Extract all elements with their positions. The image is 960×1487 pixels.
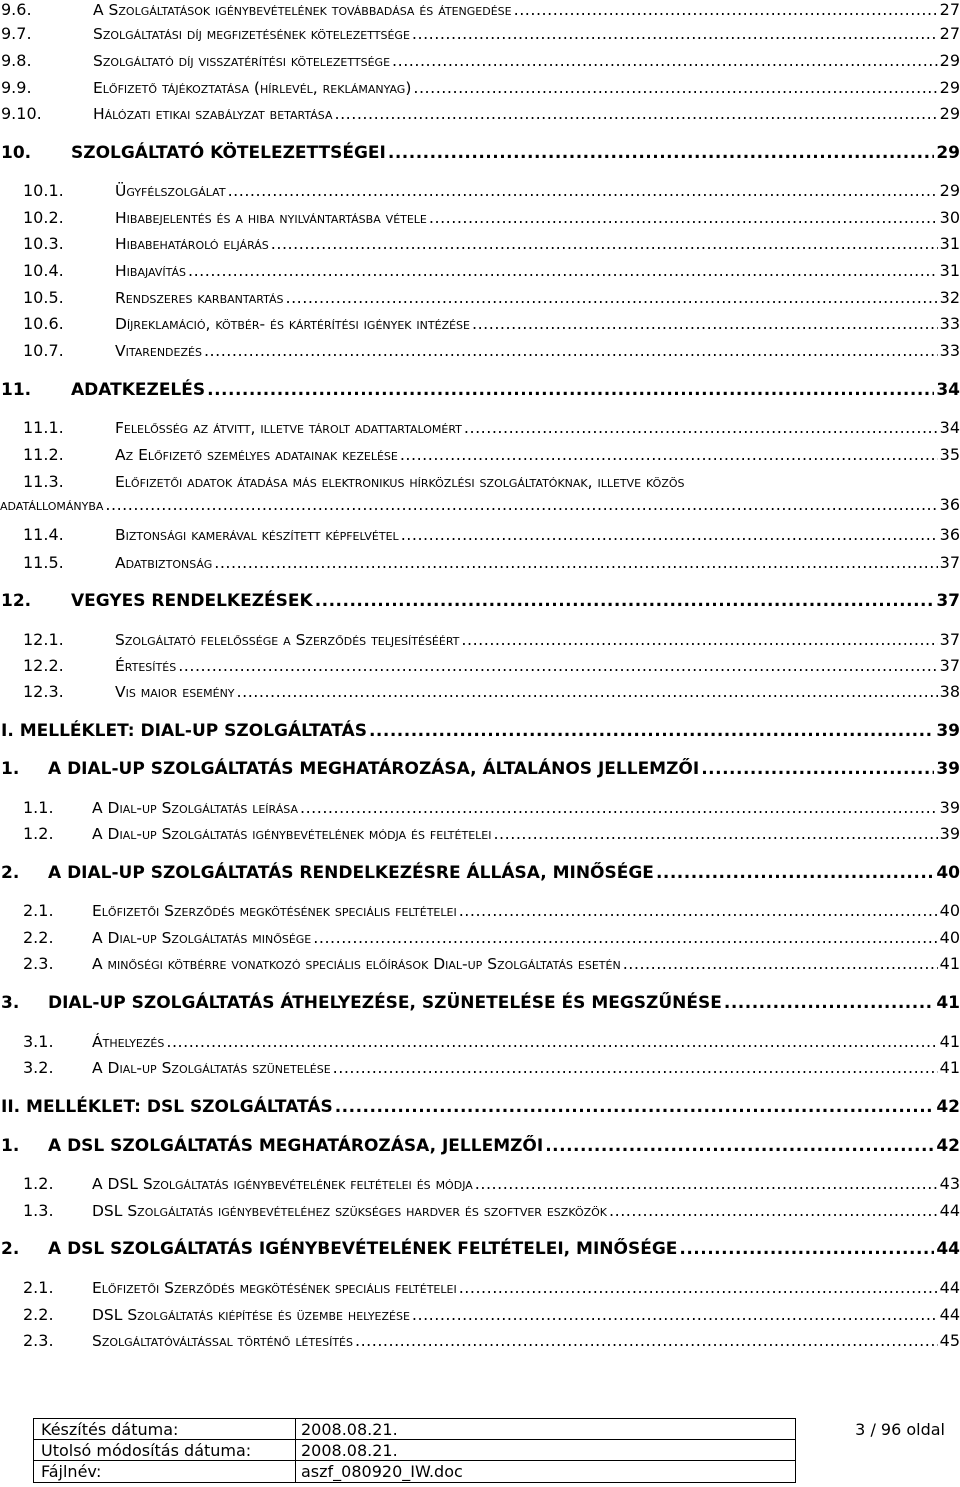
toc-entry-title: Hibabejelentés és a hiba nyilvántartásba vétele <box>115 209 427 227</box>
toc-entry[interactable] <box>0 1097 960 1121</box>
toc-dot-leader <box>335 1097 935 1117</box>
toc-entry-title: SZOLGÁLTATÓ KÖTELEZETTSÉGEI <box>71 143 386 163</box>
toc-entry-page: 42 <box>936 1136 960 1156</box>
toc-entry-number: 9.9. <box>1 78 32 97</box>
toc-entry-title: Értesítés <box>115 657 177 675</box>
toc-entry[interactable] <box>0 928 960 952</box>
toc-entry-page: 37 <box>939 630 960 649</box>
toc-entry-number: 2. <box>1 1239 20 1259</box>
toc-dot-leader <box>355 1331 938 1350</box>
toc-entry-number: 11.1. <box>23 418 64 437</box>
toc-entry-page: 40 <box>939 928 960 947</box>
toc-entry-title: Vis maior esemény <box>115 683 235 701</box>
toc-entry-page: 44 <box>936 1239 960 1259</box>
toc-entry[interactable] <box>0 1331 960 1355</box>
toc-entry[interactable] <box>0 181 960 205</box>
toc-entry-page: 31 <box>939 261 960 280</box>
toc-entry-page: 29 <box>936 143 960 163</box>
toc-entry-title: DIAL-UP SZOLGÁLTATÁS ÁTHELYEZÉSE, SZÜNETELÉSE ÉS MEGSZŰNÉSE <box>48 993 722 1013</box>
toc-entry-title: A minőségi kötbérre vonatkozó speciális előírások Dial-up Szolgáltatás esetén <box>92 955 621 973</box>
toc-entry[interactable] <box>0 51 960 75</box>
toc-entry-number: 12. <box>1 591 32 611</box>
toc-entry-title: A Dial-up Szolgáltatás leírása <box>92 799 298 817</box>
toc-dot-leader <box>188 261 938 280</box>
toc-entry[interactable] <box>0 78 960 102</box>
toc-dot-leader <box>412 1305 938 1324</box>
toc-entry[interactable] <box>0 682 960 706</box>
toc-dot-leader <box>105 495 937 514</box>
toc-entry-number: 11.3. <box>23 472 64 491</box>
toc-entry-title: II. MELLÉKLET: DSL SZOLGÁLTATÁS <box>1 1097 333 1117</box>
toc-entry[interactable] <box>0 1058 960 1082</box>
toc-entry-title: A Dial-up Szolgáltatás szünetelése <box>92 1059 331 1077</box>
toc-entry-title: Szolgáltató díj visszatérítési kötelezettsége <box>93 52 391 70</box>
toc-entry-number: 10.6. <box>23 314 64 333</box>
toc-entry-number: 1.3. <box>23 1201 54 1220</box>
toc-dot-leader <box>214 553 937 572</box>
toc-dot-leader <box>656 863 934 883</box>
toc-entry-title: A Szolgáltatások igénybevételének továbbadása és átengedése <box>93 1 512 19</box>
toc-entry[interactable] <box>0 445 960 469</box>
toc-entry-page: 37 <box>936 591 960 611</box>
toc-entry[interactable] <box>0 472 960 522</box>
toc-entry-title: DSL Szolgáltatás igénybevételéhez szükséges hardver és szoftver eszközök <box>92 1202 608 1220</box>
toc-entry-number: 2.1. <box>23 901 54 920</box>
toc-entry[interactable] <box>0 656 960 680</box>
toc-entry-page: 41 <box>939 1058 960 1077</box>
toc-dot-leader <box>271 234 938 253</box>
toc-entry-number: 9.8. <box>1 51 32 70</box>
filename-label: Fájlnév: <box>41 1462 102 1481</box>
toc-entry-page: 35 <box>939 445 960 464</box>
toc-dot-leader <box>207 380 934 400</box>
toc-entry[interactable] <box>0 993 960 1017</box>
toc-entry-page: 40 <box>936 863 960 883</box>
toc-entry-page: 30 <box>939 208 960 227</box>
toc-entry-title: Hibajavítás <box>115 262 186 280</box>
toc-entry[interactable] <box>0 901 960 925</box>
toc-entry-page: 29 <box>939 51 960 70</box>
toc-entry-page: 41 <box>939 1032 960 1051</box>
toc-entry-page: 29 <box>939 78 960 97</box>
toc-dot-leader <box>228 181 938 200</box>
toc-entry-number: 2.1. <box>23 1278 54 1297</box>
toc-entry[interactable] <box>0 1174 960 1198</box>
toc-entry-number: 2. <box>1 863 20 883</box>
toc-dot-leader <box>388 143 934 163</box>
toc-entry-title: Szolgáltató felelőssége a Szerződés teljesítéséért <box>115 631 460 649</box>
toc-dot-leader <box>679 1239 934 1259</box>
toc-entry-number: 11.2. <box>23 445 64 464</box>
toc-entry-title: I. MELLÉKLET: DIAL-UP SZOLGÁLTATÁS <box>1 721 367 741</box>
toc-entry[interactable] <box>0 1136 960 1160</box>
toc-dot-leader <box>459 1278 938 1297</box>
toc-entry[interactable] <box>0 721 960 745</box>
toc-entry-page: 37 <box>939 656 960 675</box>
toc-entry-number: 3.2. <box>23 1058 54 1077</box>
toc-entry-number: 9.6. <box>1 0 32 19</box>
modified-value: 2008.08.21. <box>301 1441 398 1460</box>
toc-entry[interactable] <box>0 630 960 654</box>
toc-dot-leader <box>166 1032 937 1051</box>
toc-entry-number: 3.1. <box>23 1032 54 1051</box>
toc-entry-title: Szolgáltatóváltással történő létesítés <box>92 1332 353 1350</box>
toc-entry[interactable] <box>0 0 960 24</box>
toc-entry[interactable] <box>0 824 960 848</box>
toc-entry-number: 3. <box>1 993 20 1013</box>
toc-entry-title: ADATKEZELÉS <box>71 380 206 400</box>
toc-entry-page: 39 <box>936 759 960 779</box>
toc-dot-leader <box>401 525 938 544</box>
toc-dot-leader <box>237 682 938 701</box>
toc-entry-title: A DSL Szolgáltatás igénybevételének feltételei és módja <box>92 1175 473 1193</box>
toc-entry-page: 27 <box>939 0 960 19</box>
toc-entry[interactable] <box>0 314 960 338</box>
toc-dot-leader <box>178 656 937 675</box>
toc-entry-page: 29 <box>939 181 960 200</box>
toc-entry-page: 34 <box>939 418 960 437</box>
toc-entry-page: 36 <box>939 525 960 544</box>
toc-entry-number: 12.3. <box>23 682 64 701</box>
page-indicator: 3 / 96 oldal <box>855 1420 945 1439</box>
toc-dot-leader <box>313 928 937 947</box>
toc-entry-title: Biztonsági kamerával készített képfelvétel <box>115 526 399 544</box>
toc-dot-leader <box>609 1201 938 1220</box>
filename-value: aszf_080920_IW.doc <box>301 1462 463 1481</box>
toc-entry-page: 39 <box>939 824 960 843</box>
toc-entry-number: 11.5. <box>23 553 64 572</box>
toc-entry-page: 32 <box>939 288 960 307</box>
toc-entry-number: 10. <box>1 143 32 163</box>
toc-entry[interactable] <box>0 954 960 978</box>
toc-entry-page: 39 <box>936 721 960 741</box>
toc-entry-title: Díjreklamáció, kötbér- és kártérítési igények intézése <box>115 315 470 333</box>
toc-entry[interactable] <box>0 759 960 783</box>
toc-entry[interactable] <box>0 1305 960 1329</box>
toc-dot-leader <box>493 824 937 843</box>
toc-entry-title: Előfizetői adatok átadása más elektronikus hírközlési szolgáltatóknak, illetve közös <box>115 473 685 491</box>
toc-entry-title: Vitarendezés <box>115 342 202 360</box>
toc-entry[interactable] <box>0 553 960 577</box>
toc-entry-title: DSL Szolgáltatás kiépítése és üzembe helyezése <box>92 1306 410 1324</box>
toc-entry-page: 27 <box>939 24 960 43</box>
toc-entry-number: 1. <box>1 1136 20 1156</box>
toc-dot-leader <box>514 0 938 19</box>
toc-entry[interactable] <box>0 234 960 258</box>
toc-entry-page: 38 <box>939 682 960 701</box>
toc-entry-number: 2.3. <box>23 1331 54 1350</box>
toc-entry[interactable] <box>0 863 960 887</box>
toc-entry-number: 1.1. <box>23 798 54 817</box>
toc-dot-leader <box>285 288 937 307</box>
toc-entry-number: 12.2. <box>23 656 64 675</box>
toc-entry-number: 1.2. <box>23 1174 54 1193</box>
toc-entry[interactable] <box>0 288 960 312</box>
toc-entry[interactable] <box>0 1278 960 1302</box>
toc-dot-leader <box>475 1174 938 1193</box>
toc-entry[interactable] <box>0 525 960 549</box>
toc-entry-title: Szolgáltatási díj megfizetésének kötelezettsége <box>93 25 410 43</box>
modified-label: Utolsó módosítás dátuma: <box>41 1441 252 1460</box>
toc-entry-page: 31 <box>939 234 960 253</box>
toc-entry-page: 44 <box>939 1201 960 1220</box>
toc-dot-leader <box>701 759 934 779</box>
toc-entry-number: 9.7. <box>1 24 32 43</box>
toc-entry-title-continued: adatállományba <box>0 496 104 514</box>
toc-entry[interactable] <box>0 143 960 167</box>
toc-entry[interactable] <box>0 341 960 365</box>
toc-entry-title: A DSL SZOLGÁLTATÁS MEGHATÁROZÁSA, JELLEMZŐI <box>48 1136 544 1156</box>
toc-entry-number: 11. <box>1 380 32 400</box>
toc-entry[interactable] <box>0 380 960 404</box>
toc-dot-leader <box>315 591 935 611</box>
toc-entry-title: A Dial-up Szolgáltatás minősége <box>92 929 312 947</box>
toc-entry-title: A DIAL-UP SZOLGÁLTATÁS MEGHATÁROZÁSA, ÁLTALÁNOS JELLEMZŐI <box>48 759 700 779</box>
toc-dot-leader <box>204 341 938 360</box>
toc-entry[interactable] <box>0 261 960 285</box>
toc-entry-number: 12.1. <box>23 630 64 649</box>
toc-entry[interactable] <box>0 1032 960 1056</box>
toc-dot-leader <box>392 51 938 70</box>
toc-entry-title: Ügyfélszolgálat <box>115 182 226 200</box>
toc-entry-number: 11.4. <box>23 525 64 544</box>
toc-entry-page: 42 <box>936 1097 960 1117</box>
toc-entry-title: Adatbiztonság <box>115 554 213 572</box>
toc-entry[interactable] <box>0 798 960 822</box>
toc-dot-leader <box>335 104 938 123</box>
toc-entry-number: 2.2. <box>23 1305 54 1324</box>
toc-entry-title: Áthelyezés <box>92 1033 165 1051</box>
toc-dot-leader <box>400 445 938 464</box>
toc-dot-leader <box>429 208 938 227</box>
toc-entry-page: 33 <box>939 314 960 333</box>
toc-entry-page: 40 <box>939 901 960 920</box>
toc-dot-leader <box>333 1058 938 1077</box>
toc-entry[interactable] <box>0 104 960 128</box>
toc-entry-title: Hibabehatároló eljárás <box>115 235 269 253</box>
toc-entry-title: Előfizetői Szerződés megkötésének speciális feltételei <box>92 1279 457 1297</box>
toc-entry-title: A DSL SZOLGÁLTATÁS IGÉNYBEVÉTELÉNEK FELTÉTELEI, MINŐSÉGE <box>48 1239 678 1259</box>
toc-entry-number: 2.2. <box>23 928 54 947</box>
toc-dot-leader <box>459 901 938 920</box>
toc-entry-page: 29 <box>939 104 960 123</box>
toc-entry-title: Rendszeres karbantartás <box>115 289 284 307</box>
toc-entry-number: 1.2. <box>23 824 54 843</box>
toc-entry[interactable] <box>0 1239 960 1263</box>
toc-entry-page: 33 <box>939 341 960 360</box>
toc-entry-number: 10.5. <box>23 288 64 307</box>
toc-dot-leader <box>369 721 934 741</box>
toc-entry-page: 39 <box>939 798 960 817</box>
toc-entry-number: 9.10. <box>1 104 42 123</box>
toc-dot-leader <box>300 798 938 817</box>
toc-entry-title: A DIAL-UP SZOLGÁLTATÁS RENDELKEZÉSRE ÁLLÁSA, MINŐSÉGE <box>48 863 654 883</box>
toc-dot-leader <box>464 418 938 437</box>
toc-entry-page: 43 <box>939 1174 960 1193</box>
toc-dot-leader <box>472 314 938 333</box>
toc-entry-number: 10.4. <box>23 261 64 280</box>
toc-entry-page: 41 <box>936 993 960 1013</box>
toc-entry[interactable] <box>0 418 960 442</box>
toc-entry-page: 44 <box>939 1278 960 1297</box>
toc-entry-number: 10.3. <box>23 234 64 253</box>
toc-entry-title: Hálózati etikai szabályzat betartása <box>93 105 333 123</box>
toc-entry-title: Felelősség az átvitt, illetve tárolt adattartalomért <box>115 419 462 437</box>
toc-dot-leader <box>412 24 938 43</box>
toc-entry[interactable] <box>0 591 960 615</box>
toc-entry-title: Az Előfizető személyes adatainak kezelése <box>115 446 398 464</box>
toc-entry-page: 34 <box>936 380 960 400</box>
toc-dot-leader <box>545 1136 934 1156</box>
toc-entry-number: 10.1. <box>23 181 64 200</box>
toc-entry-number: 2.3. <box>23 954 54 973</box>
document-footer <box>33 1418 945 1484</box>
toc-entry[interactable] <box>0 208 960 232</box>
toc-dot-leader <box>413 78 937 97</box>
toc-entry-number: 1. <box>1 759 20 779</box>
toc-entry-page: 45 <box>939 1331 960 1350</box>
created-label: Készítés dátuma: <box>41 1420 179 1439</box>
toc-dot-leader <box>461 630 937 649</box>
toc-entry-title: Előfizető tájékoztatása (hírlevél, reklámanyag) <box>93 79 412 97</box>
toc-entry-page: 37 <box>939 553 960 572</box>
toc-entry-number: 10.2. <box>23 208 64 227</box>
toc-entry-title: VEGYES RENDELKEZÉSEK <box>71 591 313 611</box>
toc-entry-page: 36 <box>939 495 960 514</box>
toc-entry[interactable] <box>0 24 960 48</box>
toc-entry-number: 10.7. <box>23 341 64 360</box>
toc-dot-leader <box>724 993 934 1013</box>
toc-entry-page: 41 <box>939 954 960 973</box>
toc-entry[interactable] <box>0 1201 960 1225</box>
created-value: 2008.08.21. <box>301 1420 398 1439</box>
toc-dot-leader <box>623 954 938 973</box>
toc-entry-page: 44 <box>939 1305 960 1324</box>
toc-entry-title: Előfizetői Szerződés megkötésének speciális feltételei <box>92 902 457 920</box>
toc-entry-title: A Dial-up Szolgáltatás igénybevételének módja és feltételei <box>92 825 492 843</box>
